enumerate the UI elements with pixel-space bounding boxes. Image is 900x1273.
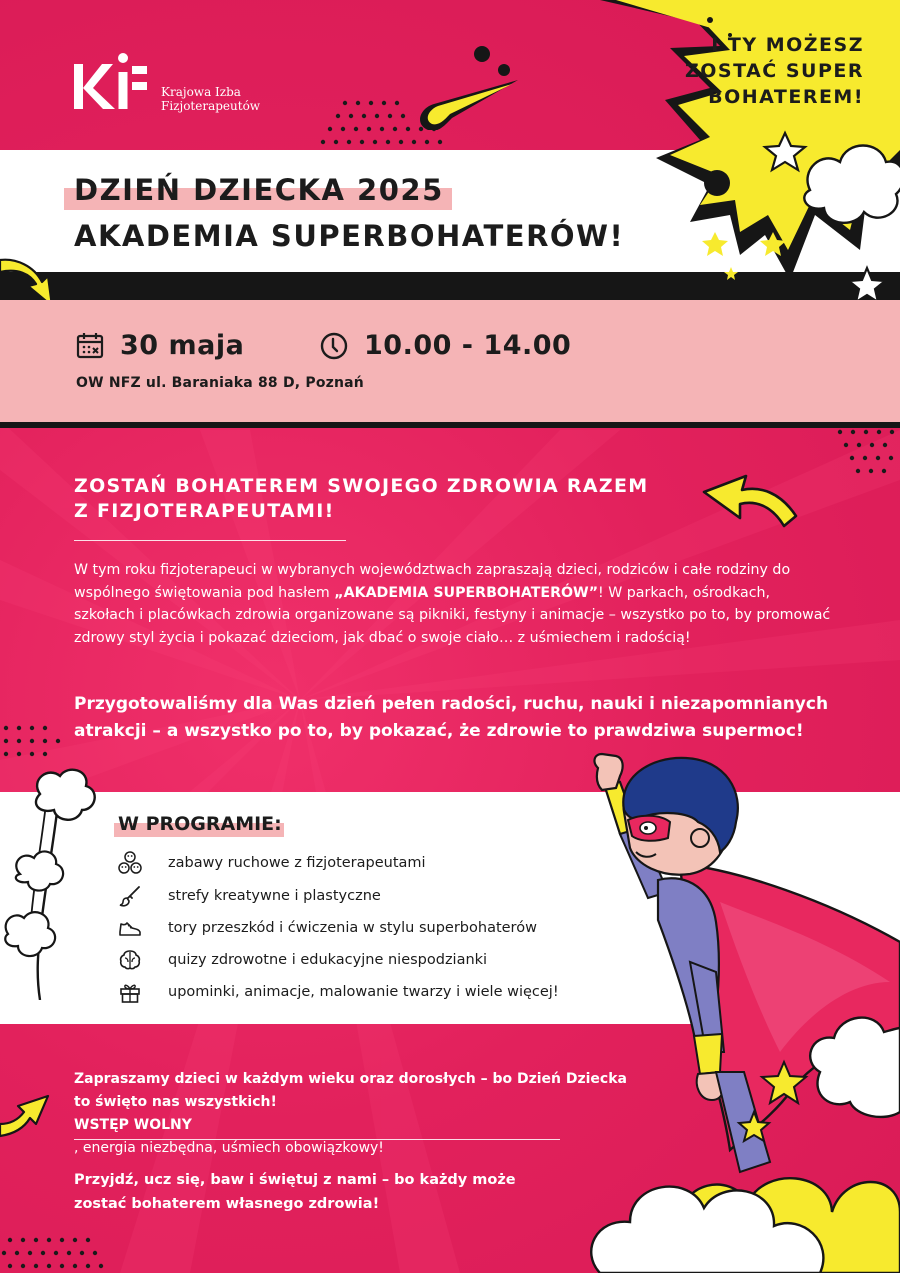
logo-line-2: Fizjoterapeutów: [161, 99, 261, 113]
smoke-trail-icon: [0, 764, 110, 1000]
closing-line-2: zostać bohaterem własnego zdrowia!: [74, 1196, 380, 1212]
title-line-2: AKADEMIA SUPERBOHATERÓW!: [74, 219, 625, 253]
intro-highlight: „AKADEMIA SUPERBOHATERÓW”: [334, 584, 599, 601]
faces-icon: [118, 851, 142, 875]
arrow-swoosh-right-icon: [700, 462, 800, 534]
arrow-swoosh-bottom-icon: [0, 1092, 56, 1148]
burst-line-2: ZOSTAĆ SUPER: [684, 60, 864, 82]
brush-icon: [118, 884, 142, 908]
sneaker-icon: [118, 916, 142, 940]
heading-underline: [74, 540, 346, 541]
gift-icon: [118, 980, 142, 1004]
burst-line-3: BOHATEREM!: [708, 86, 864, 108]
invite-underline: [74, 1139, 560, 1140]
invite-line-3-rest: , energia niezbędna, uśmiech obowiązkowy!: [74, 1140, 384, 1156]
section-heading: [74, 474, 648, 524]
section-heading-line-2: Z FIZJOTERAPEUTAMI!: [74, 500, 335, 522]
intro-paragraph: [74, 559, 834, 649]
program-item-label: upominki, animacje, malowanie twarzy i wiele więcej!: [168, 984, 559, 1000]
program-item-label: strefy kreatywne i plastyczne: [168, 888, 381, 904]
invite-line-1: Zapraszamy dzieci w każdym wieku oraz dorosłych – bo Dzień Dziecka: [74, 1071, 627, 1087]
date-band: [0, 300, 900, 424]
date-band-edge: [0, 422, 900, 428]
program-item-label: tory przeszkód i ćwiczenia w stylu superbohaterów: [168, 920, 537, 936]
brain-icon: [118, 948, 142, 972]
calendar-icon: [76, 331, 104, 359]
invite-line-3: [74, 1114, 674, 1160]
closing-paragraph: [74, 1168, 594, 1216]
free-entry: WSTĘP WOLNY: [74, 1117, 192, 1133]
event-date: 30 maja: [120, 330, 245, 361]
program-item-label: zabawy ruchowe z fizjoterapeutami: [168, 855, 426, 871]
intro-text-end: ! W parkach, ośrodkach, szkołach i placówkach zdrowia organizowane są pikniki, festyny i animacje – wszystko po to, by promować zdrowy styl życia i pokazać dzieciom, jak dbać o swoje ciało… z uśmiechem i radością!: [74, 584, 831, 646]
burst-line-1: I TY MOŻESZ: [711, 34, 864, 56]
comet-icon: [400, 40, 530, 130]
program-title: W PROGRAMIE:: [118, 813, 282, 835]
emphasis-paragraph: Przygotowaliśmy dla Was dzień pełen radości, ruchu, nauki i niezapomnianych atrakcji – a wszystko po to, by pokazać, że zdrowie to prawdziwa supermoc!: [74, 694, 829, 741]
invite-paragraph: [74, 1068, 674, 1160]
intro-text: W tym roku fizjoterapeuci w wybranych województwach zapraszają dzieci, rodziców i całe rodziny do wspólnego świętowania pod hasłem: [74, 562, 791, 601]
clock-icon: [319, 331, 349, 361]
burst-text: [668, 32, 864, 110]
logo-mark: [72, 52, 152, 112]
section-heading-line-1: ZOSTAŃ BOHATEREM SWOJEGO ZDROWIA RAZEM: [74, 475, 649, 497]
superhero-illustration: [540, 752, 900, 1273]
logo-line-1: Krajowa Izba: [161, 85, 241, 99]
closing-line-1: Przyjdź, ucz się, baw i świętuj z nami – bo każdy może: [74, 1172, 516, 1188]
invite-line-2: to święto nas wszystkich!: [74, 1094, 277, 1110]
event-address: OW NFZ ul. Baraniaka 88 D, Poznań: [76, 375, 364, 391]
program-item-label: quizy zdrowotne i edukacyjne niespodzianki: [168, 952, 488, 968]
title-line-1: DZIEŃ DZIECKA 2025: [74, 173, 444, 207]
event-time: 10.00 - 14.00: [364, 330, 572, 361]
